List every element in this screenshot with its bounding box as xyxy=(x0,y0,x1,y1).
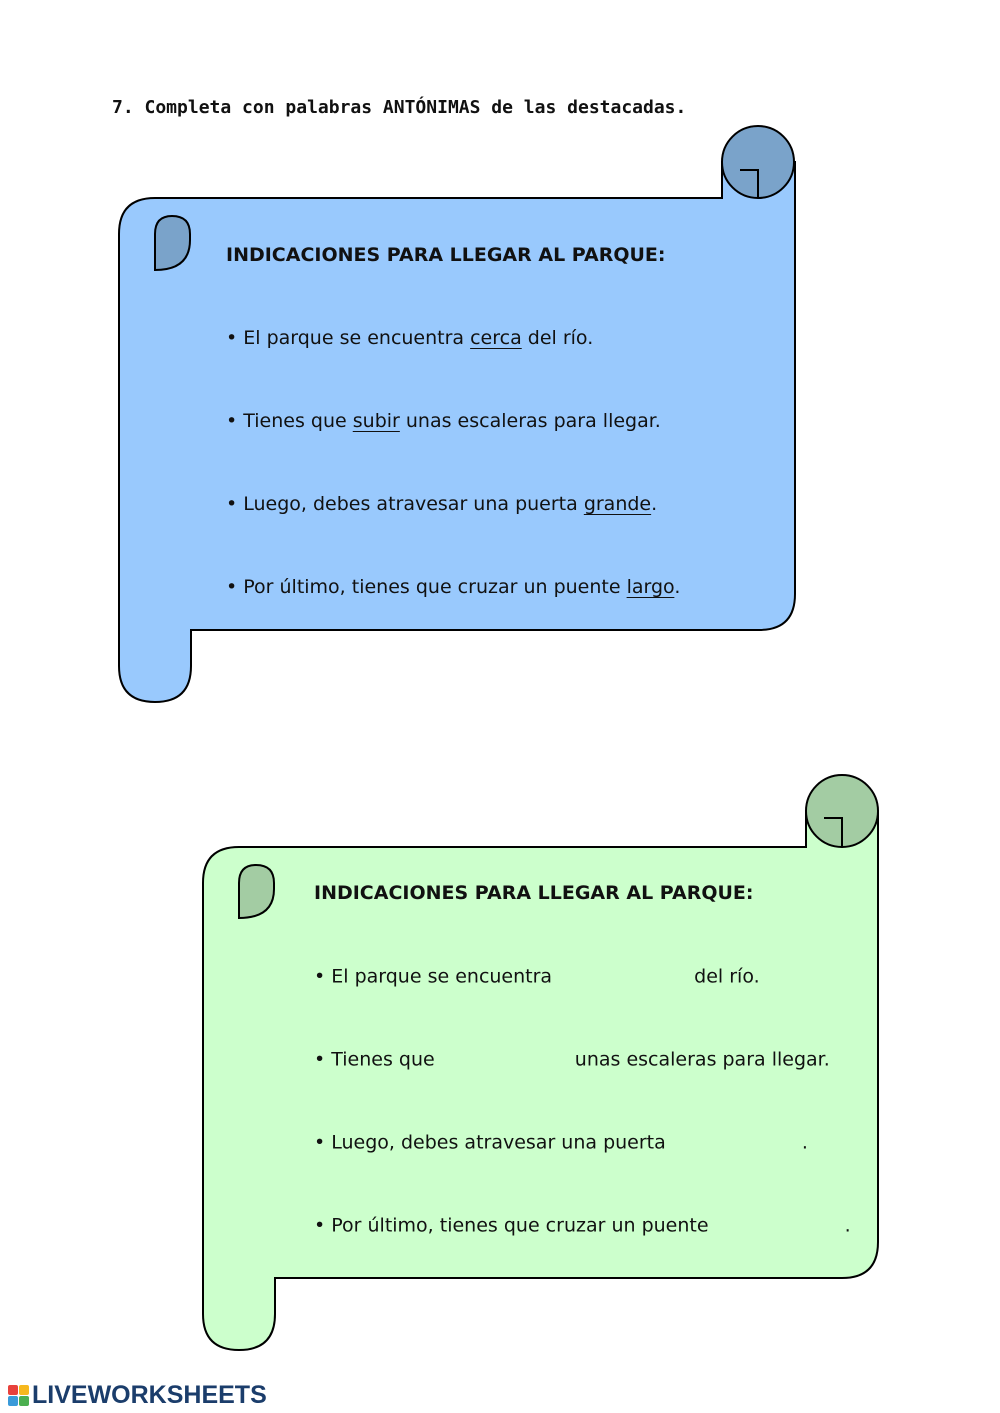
green-heading: INDICACIONES PARA LLEGAR AL PARQUE: xyxy=(314,882,754,904)
blue-line-1-after: del río. xyxy=(521,327,594,349)
keyword-grande: grande xyxy=(583,493,652,515)
green-line-2-before: • Tienes que xyxy=(314,1048,435,1071)
keyword-largo: largo xyxy=(626,576,675,598)
logo-block xyxy=(8,1385,18,1395)
instruction-text: 7. Completa con palabras ANTÓNIMAS de las destacadas. xyxy=(112,97,687,118)
blue-heading: INDICACIONES PARA LLEGAR AL PARQUE: xyxy=(226,244,666,266)
green-line-1-before: • El parque se encuentra xyxy=(314,965,553,988)
logo-block xyxy=(19,1396,29,1406)
liveworksheets-logo xyxy=(8,1380,267,1410)
logo-block xyxy=(8,1396,18,1406)
green-line-4-after: . xyxy=(844,1214,851,1237)
answer-input-2[interactable] xyxy=(441,1048,569,1072)
blue-line-2-after: unas escaleras para llegar. xyxy=(399,410,661,432)
blue-line-4-before: • Por último, tienes que cruzar un puente xyxy=(226,576,627,598)
logo-block xyxy=(19,1385,29,1395)
green-line-2-after: unas escaleras para llegar. xyxy=(574,1048,830,1071)
green-line-2 xyxy=(314,1048,830,1072)
logo-blocks-icon xyxy=(8,1385,29,1406)
blue-line-2-before: • Tienes que xyxy=(226,410,353,432)
green-line-3-after: . xyxy=(801,1131,808,1154)
blue-line-1-before: • El parque se encuentra xyxy=(226,327,471,349)
logo-text: LIVEWORKSHEETS xyxy=(32,1380,267,1409)
green-line-3-before: • Luego, debes atravesar una puerta xyxy=(314,1131,666,1154)
answer-input-4[interactable] xyxy=(715,1214,839,1238)
green-line-1-after: del río. xyxy=(694,965,760,988)
green-line-4-before: • Por último, tienes que cruzar un puente xyxy=(314,1214,709,1237)
answer-input-1[interactable] xyxy=(558,965,688,989)
green-line-3 xyxy=(314,1131,808,1155)
green-line-1 xyxy=(314,965,760,989)
blue-line-4-after: . xyxy=(674,576,681,598)
green-line-4 xyxy=(314,1214,851,1238)
keyword-cerca: cerca xyxy=(470,327,522,349)
keyword-subir: subir xyxy=(352,410,400,432)
blue-line-3-before: • Luego, debes atravesar una puerta xyxy=(226,493,584,515)
blue-line-3-after: . xyxy=(651,493,658,515)
answer-input-3[interactable] xyxy=(672,1131,796,1155)
